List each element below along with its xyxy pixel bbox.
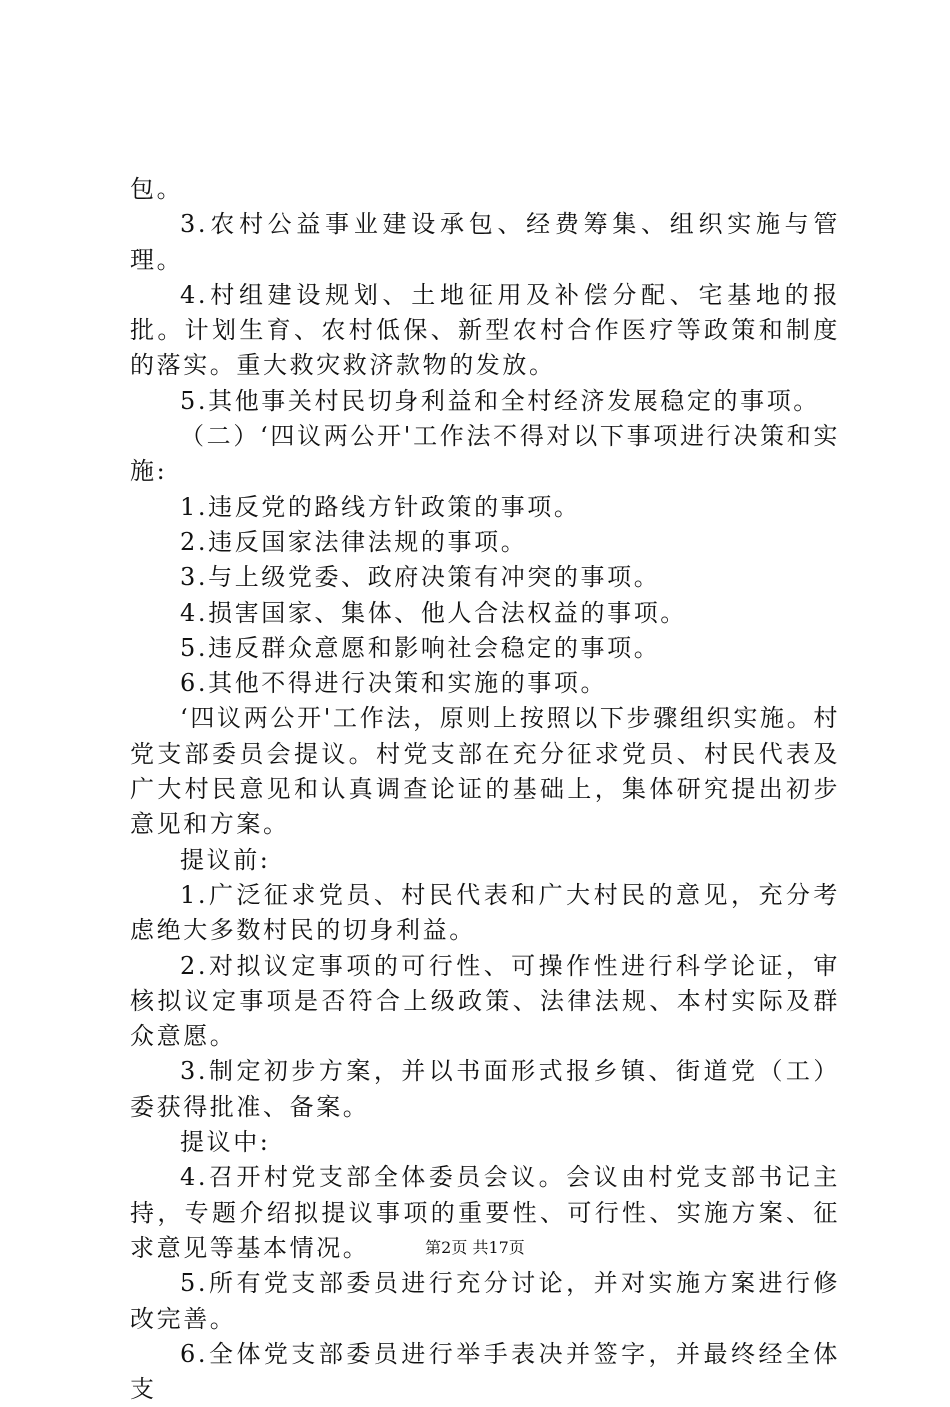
paragraph-item-3-public-welfare: 3.农村公益事业建设承包、经费筹集、组织实施与管理。	[130, 210, 840, 274]
paragraph-step-2: 2.对拟议定事项的可行性、可操作性进行科学论证，审核拟议定事项是否符合上级政策、法律法规、本村实际及群众意愿。	[130, 951, 840, 1051]
paragraph-step-3: 3.制定初步方案，并以书面形式报乡镇、街道党（工）委获得批准、备案。	[130, 1057, 840, 1121]
paragraph-prohibited-4: 4.损害国家、集体、他人合法权益的事项。	[180, 598, 687, 627]
section-heading-prohibited-matters: （二）‘四议两公开'工作法不得对以下事项进行决策和实施:	[130, 422, 840, 486]
paragraph-step-5: 5.所有党支部委员进行充分讨论，并对实施方案进行修改完善。	[130, 1269, 840, 1333]
paragraph-prohibited-3: 3.与上级党委、政府决策有冲突的事项。	[180, 563, 661, 592]
page-number-label: 第2页 共17页	[425, 1238, 525, 1257]
paragraph-step-4: 4.召开村党支部全体委员会议。会议由村党支部书记主持，专题介绍拟提议事项的重要性、可行性、实施方案、征求意见等基本情况。	[130, 1163, 840, 1262]
document-body	[130, 172, 840, 1407]
subheading-during-proposal: 提议中:	[180, 1128, 271, 1157]
page-footer	[0, 1238, 950, 1258]
paragraph-prohibited-1: 1.违反党的路线方针政策的事项。	[180, 492, 581, 521]
paragraph-item-4-planning: 4.村组建设规划、土地征用及补偿分配、宅基地的报批。计划生育、农村低保、新型农村合作医疗等政策和制度的落实。重大救灾救济款物的发放。	[130, 280, 840, 380]
paragraph-step-1: 1.广泛征求党员、村民代表和广大村民的意见，充分考虑绝大多数村民的切身利益。	[130, 880, 840, 945]
subheading-before-proposal: 提议前:	[180, 845, 271, 874]
paragraph-prohibited-6: 6.其他不得进行决策和实施的事项。	[180, 669, 608, 698]
paragraph-prohibited-5: 5.违反群众意愿和影响社会稳定的事项。	[180, 633, 661, 662]
paragraph-step-6: 6.全体党支部委员进行举手表决并签字，并最终经全体支	[130, 1339, 840, 1404]
paragraph-continuation: 包。	[130, 175, 184, 203]
paragraph-procedure-intro: ‘四议两公开'工作法，原则上按照以下步骤组织实施。村党支部委员会提议。村党支部在充分征求党员、村民代表及广大村民意见和认真调查论证的基础上，集体研究提出初步意见和方案。	[130, 704, 840, 839]
paragraph-prohibited-2: 2.违反国家法律法规的事项。	[180, 527, 528, 556]
paragraph-item-5-other-matters: 5.其他事关村民切身利益和全村经济发展稳定的事项。	[180, 386, 820, 415]
